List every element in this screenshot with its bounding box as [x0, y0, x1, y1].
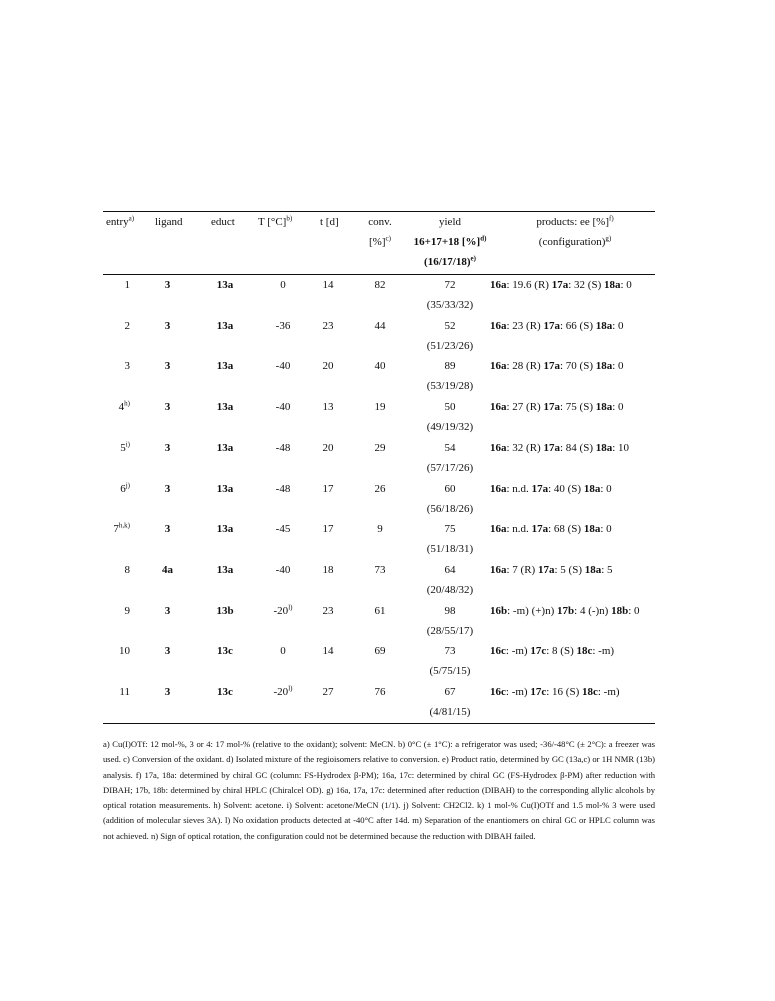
yield-cell: 52 [444, 319, 456, 332]
time-cell: 17 [322, 482, 334, 495]
ligand-cell: 3 [164, 279, 171, 291]
table-bottom-rule [103, 723, 655, 724]
yield-cell: 67 [444, 686, 456, 698]
educt-cell: 13a [216, 523, 234, 536]
entry-cell: 10 [119, 645, 130, 658]
yield-cell: 72 [444, 279, 456, 291]
temperature-cell: -45 [275, 523, 291, 536]
yield-cell: 54 [444, 441, 456, 454]
ratio-cell: (51/18/31) [426, 543, 474, 556]
conversion-cell: 82 [374, 279, 386, 291]
ratio-cell: (49/19/32) [426, 421, 474, 434]
educt-cell: 13c [217, 645, 233, 658]
products-cell: 16b: -m) (+)n) 17b: 4 (-)n) 18b: 0 [490, 604, 640, 617]
yield-cell: 50 [444, 401, 456, 414]
header-yield-unit: 16+17+18 [%]$^{d)}$ [413, 234, 487, 248]
ligand-cell: 4a [162, 563, 173, 576]
educt-cell: 13a [216, 441, 234, 454]
header-time: t [d] [320, 216, 339, 228]
temperature-cell: 0 [280, 645, 286, 658]
products-cell: 16a: n.d. 17a: 40 (S) 18a: 0 [490, 482, 612, 495]
products-cell: 16a: 19.6 (R) 17a: 32 (S) 18a: 0 [490, 279, 632, 291]
yield-cell: 89 [444, 360, 456, 373]
yield-cell: 60 [444, 482, 456, 495]
educt-cell: 13c [217, 686, 233, 698]
yield-cell: 98 [444, 604, 456, 617]
yield-cell: 73 [444, 645, 456, 658]
header-ratio: $(16/17/18)^{e)}$ [424, 254, 476, 268]
ligand-cell: 3 [164, 482, 171, 495]
time-cell: 14 [322, 645, 334, 658]
temperature-cell: -48 [275, 441, 291, 454]
conversion-cell: 26 [374, 482, 386, 495]
products-cell: 16a: 27 (R) 17a: 75 (S) 18a: 0 [490, 401, 624, 414]
header-temperature: T $[^\circ C]^{b)}$ [258, 214, 293, 228]
conversion-cell: 29 [374, 441, 386, 454]
header-yield: yield [439, 216, 461, 228]
products-cell: 16c: -m) 17c: 16 (S) 18c: -m) [490, 686, 620, 698]
entry-cell: 9 [124, 604, 130, 617]
educt-cell: 13b [216, 604, 234, 617]
time-cell: 20 [322, 360, 334, 373]
ligand-cell: 3 [164, 319, 171, 332]
temperature-cell: -40 [275, 360, 291, 373]
header-configuration: (configuration)$^{g)}$ [538, 234, 612, 248]
educt-cell: 13a [216, 319, 234, 332]
time-cell: 17 [322, 523, 334, 536]
products-cell: 16a: 28 (R) 17a: 70 (S) 18a: 0 [490, 360, 624, 373]
time-cell: 23 [322, 604, 334, 617]
ligand-cell: 3 [164, 441, 171, 454]
ratio-cell: (57/17/26) [426, 461, 474, 474]
conversion-cell: 73 [374, 563, 386, 576]
ligand-cell: 3 [164, 523, 171, 536]
ratio-cell: (28/55/17) [426, 624, 474, 637]
header-products: products: ee [%]$^{f)}$ [536, 214, 614, 228]
temperature-cell: -40 [275, 401, 291, 414]
yield-cell: 64 [444, 563, 456, 576]
ratio-cell: (20/48/32) [426, 583, 474, 596]
ratio-cell: (53/19/28) [426, 380, 474, 393]
temperature-cell: -48 [275, 482, 291, 495]
table-top-rule [103, 211, 655, 212]
conversion-cell: 76 [374, 686, 386, 698]
ratio-cell: (35/33/32) [426, 299, 474, 311]
time-cell: 13 [322, 401, 334, 414]
time-cell: 23 [322, 319, 334, 332]
entry-cell: 1 [124, 279, 130, 291]
conversion-cell: 9 [377, 523, 383, 536]
header-conversion: conv. [368, 216, 392, 228]
ligand-cell: 3 [164, 604, 171, 617]
educt-cell: 13a [216, 401, 234, 414]
temperature-cell: -40 [275, 563, 291, 576]
header-ligand: ligand [155, 216, 183, 228]
conversion-cell: 69 [374, 645, 386, 658]
table-footnotes: a) Cu(I)OTf: 12 mol-%, 3 or 4: 17 mol-% (relative to the oxidant); solvent: MeCN. b) 0°C (± 1°C): a refrigerator was used; -36/-48°C (± 2°C): a freezer was used. c) Conversion of the oxidant. d) Isolated mixture of the regioisomers relative to conversion. e) Product ratio, determined by GC (13a,c) or 1H NMR (13b) analysis. f) 17a, 18a: determined by chiral GC (column: FS-Hydrodex β-PM); 16a, 17c: determined by chiral GC (FS-Hydrodex β-PM) after reduction with DIBAH; 17b, 18b: determined by chiral HPLC (Chiralcel OD). g) 16a, 17a, 17c: determined after reduction (DIBAH) to the corresponding allylic alcohols by optical rotation measurements. h) Solvent: acetone. i) Solvent: acetone/MeCN (1/1). j) Solvent: CH2Cl2. k) 1 mol-% Cu(I)OTf and 1.5 mol-% 3 were used (addition of molecular sieves 3A). l) No oxidation products detected at -40°C after 14d. m) Separation of the enantiomers on chiral GC or HPLC column was not achieved. n) Sign of optical rotation, the configuration could not be determined because the reduction with DIBAH failed. [103, 739, 655, 841]
products-cell: 16a: n.d. 17a: 68 (S) 18a: 0 [490, 523, 612, 536]
conversion-cell: 19 [374, 401, 386, 414]
ratio-cell: (5/75/15) [429, 665, 471, 678]
entry-cell: 4$^{h)}$ [118, 399, 130, 414]
table-header-rule [103, 274, 655, 275]
temperature-cell: -36 [275, 319, 291, 332]
products-cell: 16a: 32 (R) 17a: 84 (S) 18a: 10 [490, 441, 630, 454]
products-cell: 16a: 7 (R) 17a: 5 (S) 18a: 5 [490, 563, 613, 576]
header-educt: educt [211, 216, 235, 228]
yield-cell: 75 [444, 523, 456, 536]
products-cell: 16c: -m) 17c: 8 (S) 18c: -m) [490, 645, 615, 658]
ratio-cell: (51/23/26) [426, 339, 474, 352]
educt-cell: 13a [216, 563, 234, 576]
conversion-cell: 61 [374, 604, 386, 617]
header-entry: entry$^{a)}$ [106, 214, 135, 228]
ratio-cell: (56/18/26) [426, 502, 474, 515]
ligand-cell: 3 [164, 686, 171, 698]
conversion-cell: 40 [374, 360, 386, 373]
header-conversion-unit: [%]$^{c)}$ [369, 234, 391, 248]
educt-cell: 13a [216, 482, 234, 495]
entry-cell: 8 [124, 563, 130, 576]
ligand-cell: 3 [164, 360, 171, 373]
time-cell: 18 [322, 563, 334, 576]
temperature-cell: -20$^{l)}$ [273, 602, 293, 617]
entry-cell: 5$^{i)}$ [120, 440, 130, 454]
educt-cell: 13a [216, 279, 234, 291]
time-cell: 14 [322, 279, 334, 291]
entry-cell: 2 [124, 319, 130, 332]
conversion-cell: 44 [374, 319, 386, 332]
ligand-cell: 3 [164, 401, 171, 414]
educt-cell: 13a [216, 360, 234, 373]
entry-cell: 3 [124, 360, 130, 373]
products-cell: 16a: 23 (R) 17a: 66 (S) 18a: 0 [490, 319, 624, 332]
entry-cell: 11 [119, 686, 130, 698]
time-cell: 27 [322, 686, 334, 698]
entry-cell: 7$^{h,k)}$ [113, 521, 130, 536]
temperature-cell: -20$^{l)}$ [273, 684, 293, 698]
ligand-cell: 3 [164, 645, 171, 658]
entry-cell: 6$^{j)}$ [120, 480, 130, 495]
ratio-cell: (4/81/15) [429, 706, 471, 718]
temperature-cell: 0 [280, 279, 286, 291]
time-cell: 20 [322, 441, 334, 454]
